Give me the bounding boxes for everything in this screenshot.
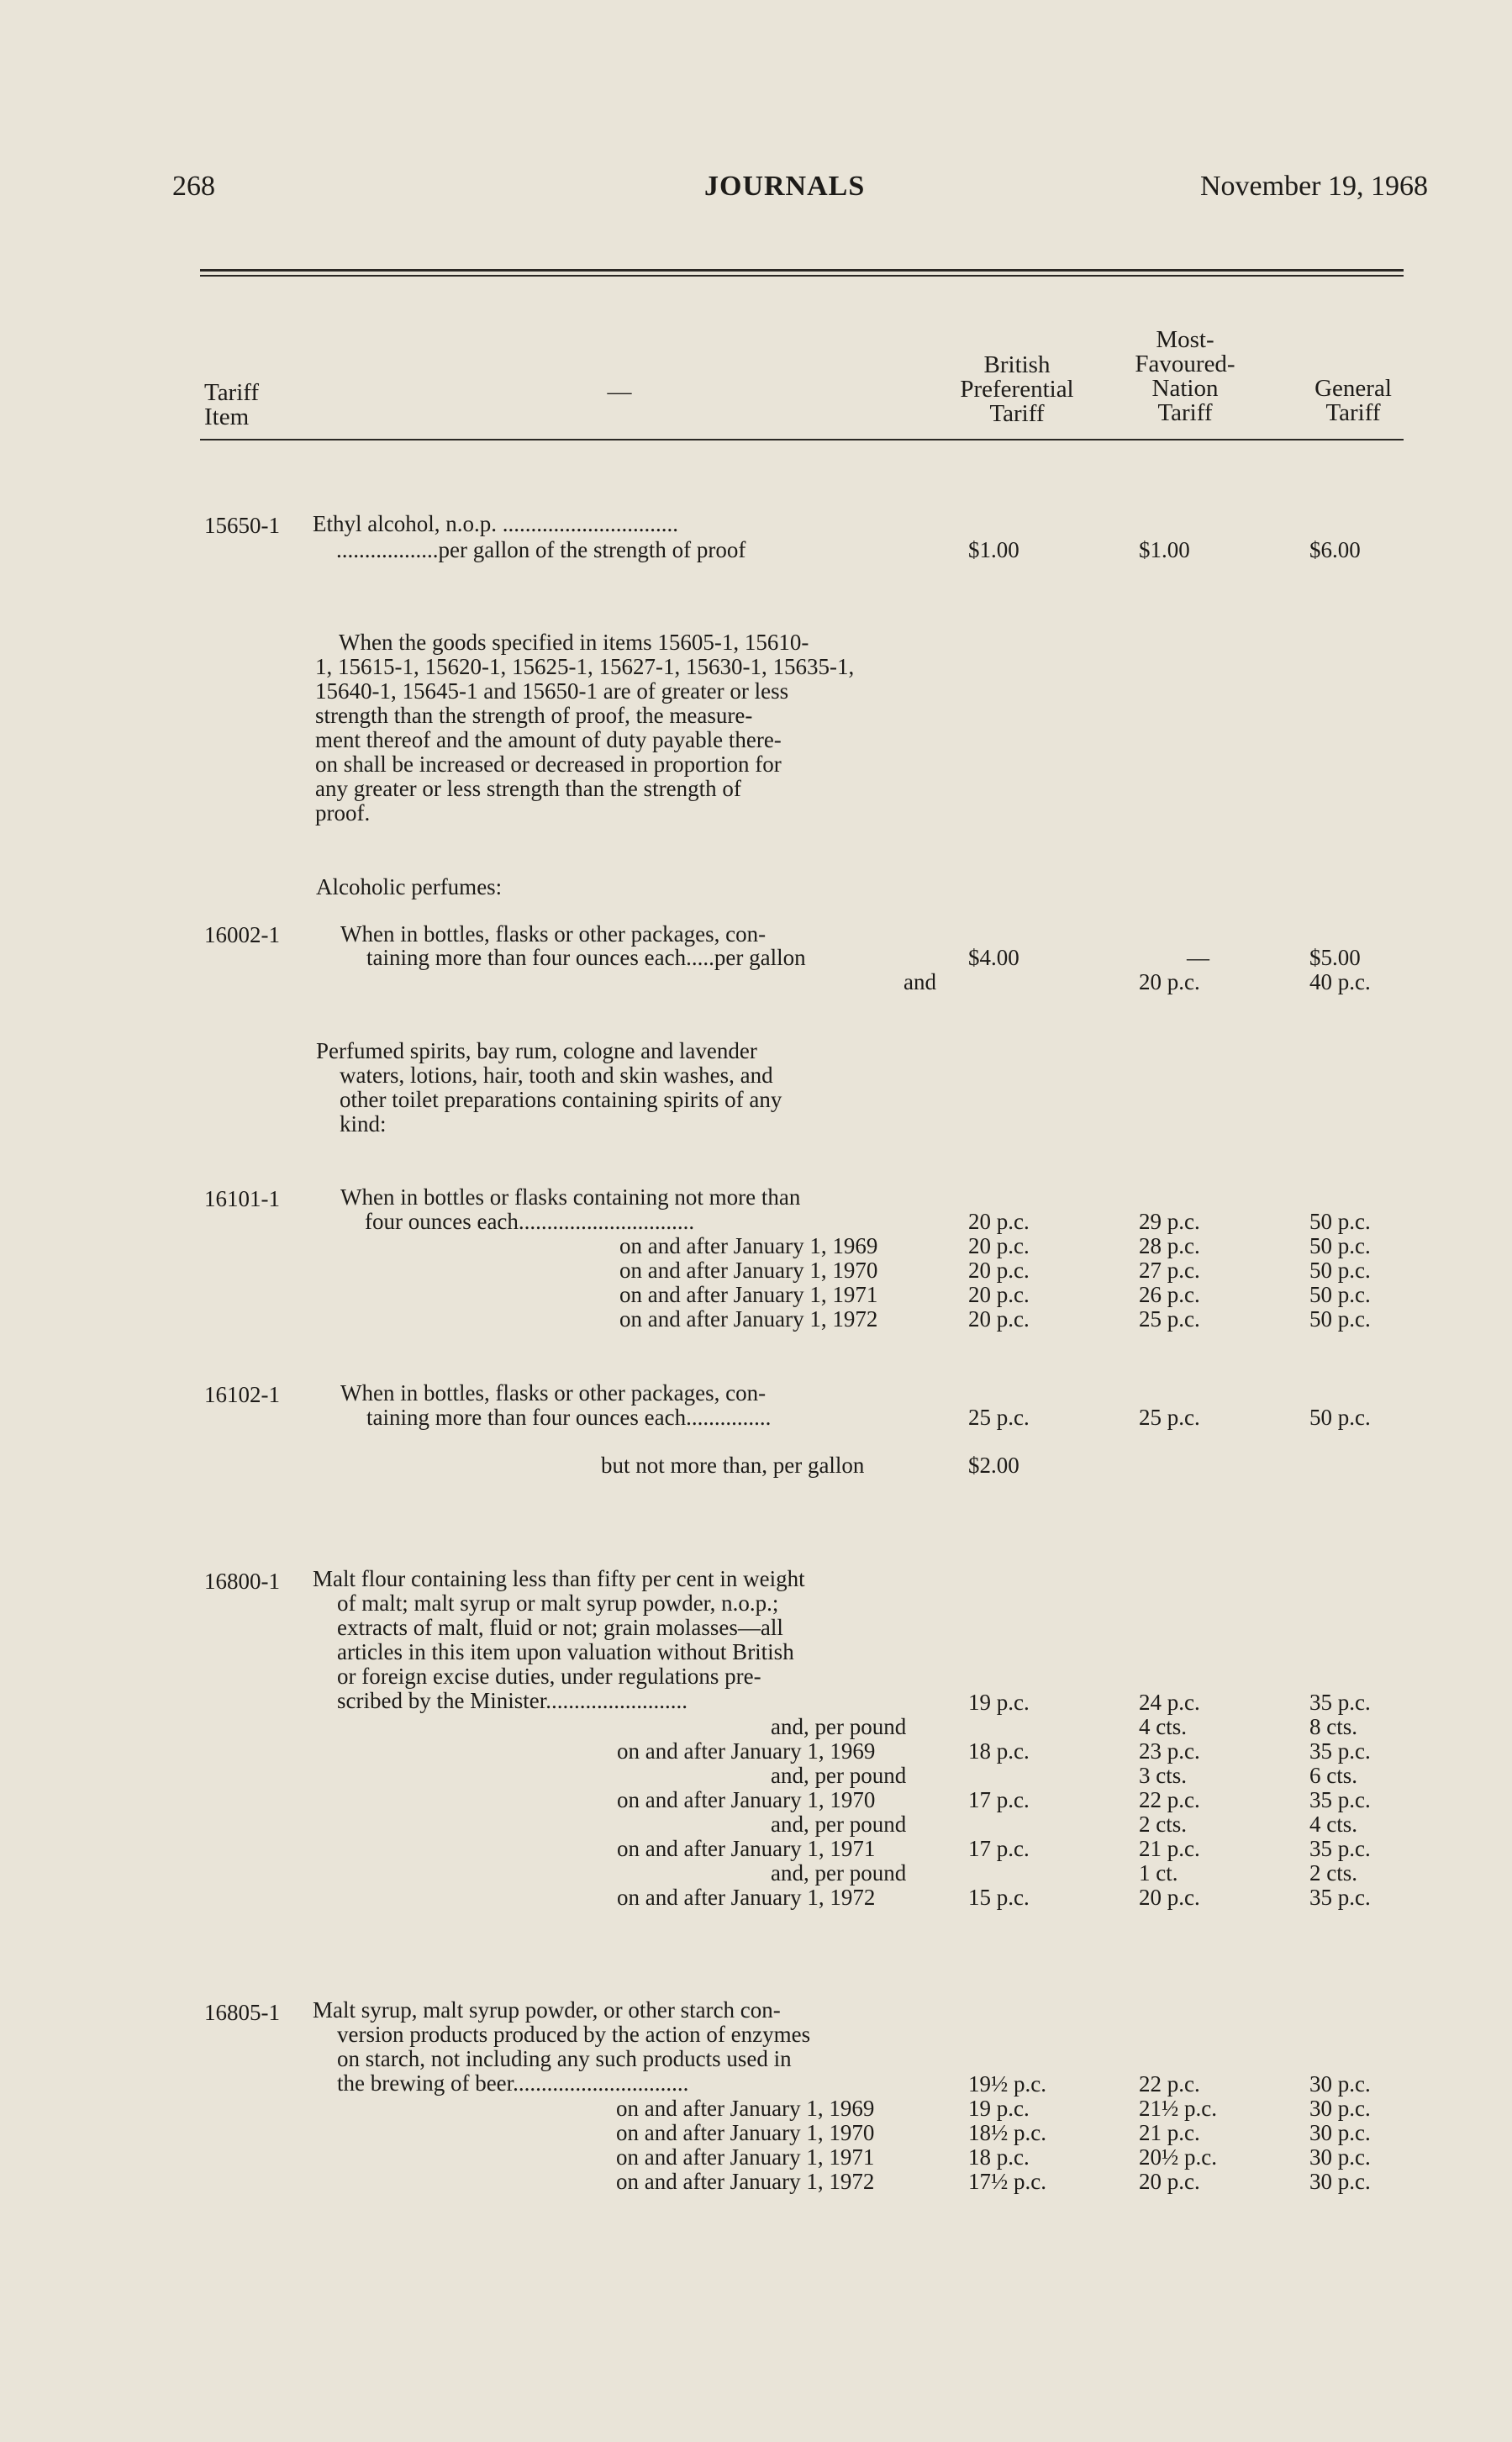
- mfn-rate: 22 p.c.: [1139, 1787, 1200, 1812]
- general-rate: 30 p.c.: [1309, 2120, 1371, 2145]
- mfn-rate: —: [1187, 945, 1209, 970]
- mfn-rate: 26 p.c.: [1139, 1282, 1200, 1307]
- general-rate: 50 p.c.: [1309, 1209, 1371, 1234]
- effective-date: on and after January 1, 1970: [619, 1258, 878, 1283]
- effective-date: on and after January 1, 1971: [617, 1836, 876, 1861]
- general-rate: 30 p.c.: [1309, 2071, 1371, 2097]
- general-rate: 50 p.c.: [1309, 1258, 1371, 1283]
- british-rate: 15 p.c.: [968, 1885, 1030, 1910]
- british-rate: 20 p.c.: [968, 1258, 1030, 1283]
- mfn-rate: 20 p.c.: [1139, 2169, 1200, 2194]
- per-pound-label: and, per pound: [771, 1763, 907, 1788]
- mfn-rate: 1 ct.: [1139, 1860, 1178, 1886]
- item-description: taining more than four ounces each.....per gallon: [366, 945, 806, 970]
- british-rate: 17 p.c.: [968, 1787, 1030, 1812]
- general-rate: 40 p.c.: [1309, 969, 1371, 994]
- mfn-rate: 21 p.c.: [1139, 2120, 1200, 2145]
- british-rate: 20 p.c.: [968, 1209, 1030, 1234]
- item-description: four ounces each...............................: [365, 1209, 695, 1234]
- top-rule: [200, 269, 1404, 272]
- mfn-rate: 25 p.c.: [1139, 1405, 1200, 1430]
- british-rate: 18½ p.c.: [968, 2120, 1046, 2145]
- item-description: taining more than four ounces each...............: [366, 1405, 772, 1430]
- mfn-rate: 22 p.c.: [1139, 2071, 1200, 2097]
- general-rate: 35 p.c.: [1309, 1690, 1371, 1715]
- general-rate: 6 cts.: [1309, 1763, 1357, 1788]
- general-rate: 2 cts.: [1309, 1860, 1357, 1886]
- page-date: November 19, 1968: [1199, 171, 1428, 202]
- general-rate: 50 p.c.: [1309, 1306, 1371, 1332]
- per-pound-label: and, per pound: [771, 1812, 907, 1837]
- british-rate: 19 p.c.: [968, 2096, 1030, 2121]
- mfn-rate: 27 p.c.: [1139, 1258, 1200, 1283]
- general-rate: 35 p.c.: [1309, 1738, 1371, 1764]
- general-rate: 30 p.c.: [1309, 2096, 1371, 2121]
- british-rate: $4.00: [968, 945, 1019, 970]
- general-rate: 50 p.c.: [1309, 1233, 1371, 1258]
- british-rate: 20 p.c.: [968, 1233, 1030, 1258]
- general-rate: 35 p.c.: [1309, 1787, 1371, 1812]
- effective-date: on and after January 1, 1970: [617, 1787, 876, 1812]
- british-rate: 19 p.c.: [968, 1690, 1030, 1715]
- british-rate: 17½ p.c.: [968, 2169, 1046, 2194]
- mfn-rate: 21½ p.c.: [1139, 2096, 1217, 2121]
- british-rate: 19½ p.c.: [968, 2071, 1046, 2097]
- item-description: When in bottles, flasks or other packages, con-: [340, 1380, 767, 1406]
- tariff-item-number: 16002-1: [204, 922, 280, 947]
- per-pound-label: and, per pound: [771, 1860, 907, 1886]
- mfn-rate: 4 cts.: [1139, 1714, 1187, 1739]
- col-general: General Tariff: [1314, 375, 1392, 426]
- effective-date: on and after January 1, 1969: [617, 1738, 876, 1764]
- perfumed-spirits-heading: Perfumed spirits, bay rum, cologne and lavender waters, lotions, hair, tooth and skin washes, and other toilet preparations containing spirits of any kind:: [316, 1038, 782, 1137]
- header-rule: [200, 439, 1404, 440]
- general-rate: 50 p.c.: [1309, 1282, 1371, 1307]
- general-rate: $5.00: [1309, 945, 1361, 970]
- british-rate: 25 p.c.: [968, 1405, 1030, 1430]
- page-title: JOURNALS: [704, 171, 866, 202]
- effective-date: on and after January 1, 1969: [616, 2096, 875, 2121]
- effective-date: on and after January 1, 1969: [619, 1233, 878, 1258]
- effective-date: on and after January 1, 1972: [616, 2169, 875, 2194]
- effective-date: on and after January 1, 1972: [617, 1885, 876, 1910]
- british-rate: $2.00: [968, 1453, 1019, 1478]
- effective-date: on and after January 1, 1970: [616, 2120, 875, 2145]
- mfn-rate: 28 p.c.: [1139, 1233, 1200, 1258]
- general-rate: 30 p.c.: [1309, 2169, 1371, 2194]
- tariff-item-number: 16102-1: [204, 1382, 280, 1407]
- page-number: 268: [172, 171, 215, 202]
- item-description: Malt syrup, malt syrup powder, or other starch con- version products produced by the action of enzymes on starch, not including any such products used in the brewing of beer...............................: [313, 1997, 811, 2096]
- item-description: Malt flour containing less than fifty per cent in weight of malt; malt syrup or malt syrup powder, n.o.p.; extracts of malt, fluid or not; grain molasses—all articles in this item upon valuation without British or foreign excise duties, under regulations pre- scribed by the Minister.........................: [313, 1566, 805, 1713]
- effective-date: on and after January 1, 1971: [619, 1282, 878, 1307]
- mfn-rate: 20 p.c.: [1139, 1885, 1200, 1910]
- british-rate: 20 p.c.: [968, 1306, 1030, 1332]
- mfn-rate: 21 p.c.: [1139, 1836, 1200, 1861]
- mfn-rate: 20½ p.c.: [1139, 2144, 1217, 2170]
- tariff-item-number: 15650-1: [204, 513, 280, 538]
- proof-note: When the goods specified in items 15605-1, 15610- 1, 15615-1, 15620-1, 15625-1, 15627-1, 15630-1, 15635-1, 15640-1, 15645-1 and 15650-1 are of greater or less strength than the strength of proof, the measure- ment thereof and the amount of duty payable there- on shall be increased or decreased in proportion for any greater or less strength than the strength of proof.: [315, 630, 855, 825]
- tariff-item-number: 16800-1: [204, 1569, 280, 1594]
- item-description: and: [904, 969, 936, 994]
- item-description: When in bottles or flasks containing not more than: [340, 1184, 801, 1210]
- mfn-rate: 23 p.c.: [1139, 1738, 1200, 1764]
- tariff-item-number: 16805-1: [204, 2000, 280, 2025]
- item-description: but not more than, per gallon: [601, 1453, 865, 1478]
- tariff-item-number: 16101-1: [204, 1186, 280, 1211]
- mfn-rate: 3 cts.: [1139, 1763, 1187, 1788]
- mfn-rate: 24 p.c.: [1139, 1690, 1200, 1715]
- item-description: ..................per gallon of the strength of proof: [336, 537, 746, 562]
- top-rule-secondary: [200, 275, 1404, 277]
- general-rate: 8 cts.: [1309, 1714, 1357, 1739]
- mfn-rate: 2 cts.: [1139, 1812, 1187, 1837]
- col-most-favoured-nation: Most- Favoured- Nation Tariff: [1135, 326, 1235, 426]
- item-description: When in bottles, flasks or other packages, con-: [340, 921, 767, 947]
- general-rate: 35 p.c.: [1309, 1885, 1371, 1910]
- effective-date: on and after January 1, 1971: [616, 2144, 875, 2170]
- mfn-rate: 20 p.c.: [1139, 969, 1200, 994]
- mfn-rate: 25 p.c.: [1139, 1306, 1200, 1332]
- mfn-rate: $1.00: [1139, 537, 1190, 562]
- general-rate: 35 p.c.: [1309, 1836, 1371, 1861]
- section-heading: Alcoholic perfumes:: [316, 874, 503, 899]
- col-dash: —: [607, 378, 632, 405]
- effective-date: on and after January 1, 1972: [619, 1306, 878, 1332]
- general-rate: 50 p.c.: [1309, 1405, 1371, 1430]
- british-rate: 18 p.c.: [968, 1738, 1030, 1764]
- british-rate: 20 p.c.: [968, 1282, 1030, 1307]
- mfn-rate: 29 p.c.: [1139, 1209, 1200, 1234]
- british-rate: 17 p.c.: [968, 1836, 1030, 1861]
- general-rate: 4 cts.: [1309, 1812, 1357, 1837]
- general-rate: 30 p.c.: [1309, 2144, 1371, 2170]
- british-rate: 18 p.c.: [968, 2144, 1030, 2170]
- col-british-preferential: British Preferential Tariff: [960, 351, 1074, 427]
- general-rate: $6.00: [1309, 537, 1361, 562]
- per-pound-label: and, per pound: [771, 1714, 907, 1739]
- item-description: Ethyl alcohol, n.o.p. ...............................: [313, 511, 678, 536]
- british-rate: $1.00: [968, 537, 1019, 562]
- col-tariff-item: Tariff Item: [204, 379, 260, 430]
